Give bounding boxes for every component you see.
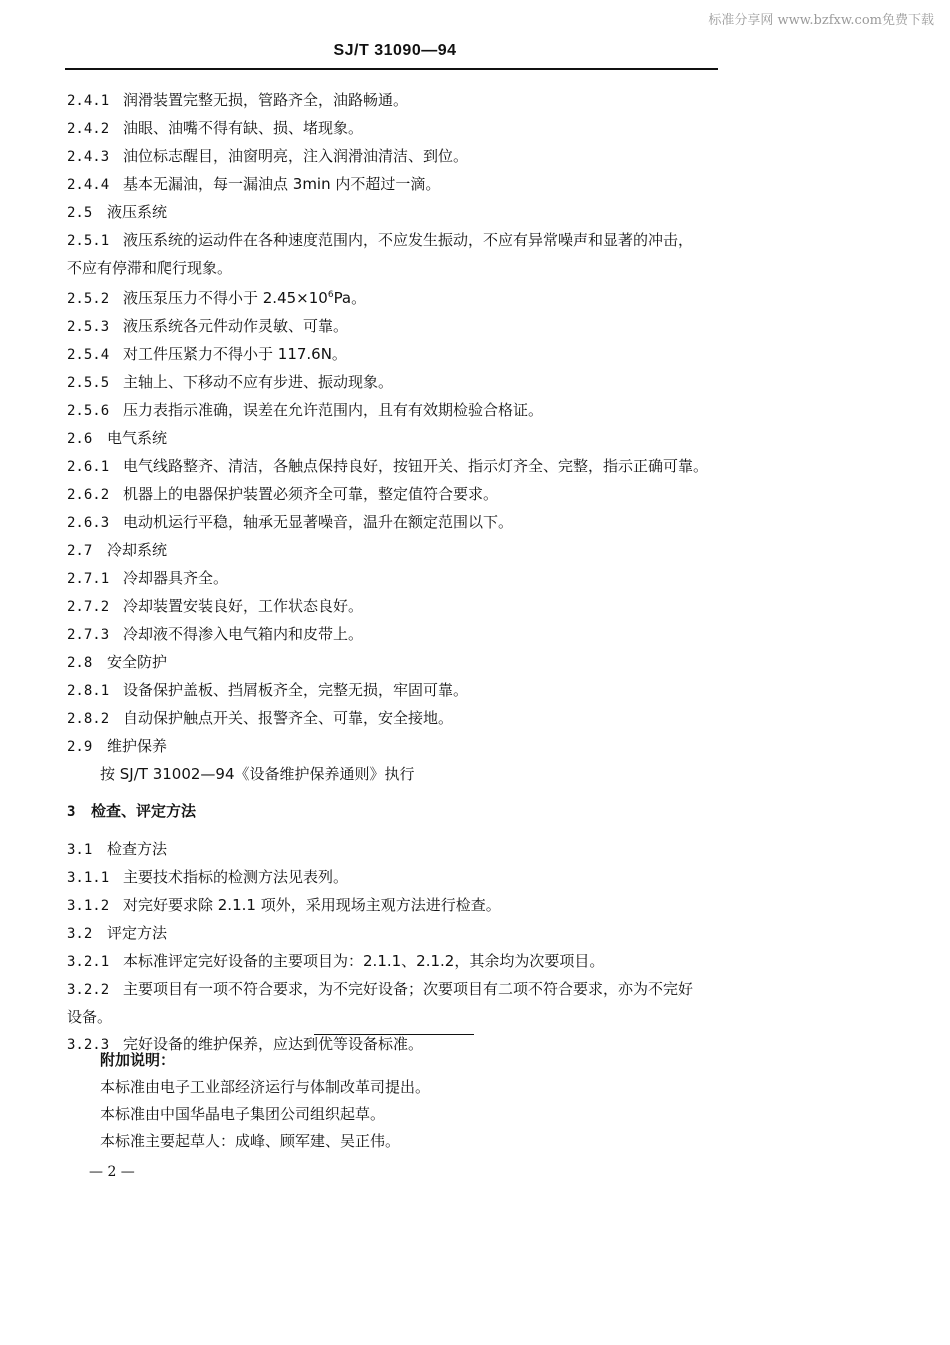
clause-text: 冷却器具齐全。: [123, 569, 229, 587]
section-title: 安全防护: [107, 653, 168, 671]
clause-number: 2.4.2: [67, 121, 110, 137]
section-heading: [67, 836, 722, 864]
clause-text: 设备保护盖板、挡屑板齐全，完整无损，牢固可靠。: [123, 681, 469, 699]
clause: [67, 976, 722, 1004]
clause-number: 3.2.2: [67, 982, 110, 998]
section-title: 检查方法: [107, 840, 168, 858]
clause-text: 主要技术指标的检测方法见表列。: [123, 868, 349, 886]
clause-number: 2.6.2: [67, 487, 110, 503]
chapter-number: 3: [67, 804, 76, 820]
section-heading: [67, 733, 722, 761]
section-heading: [67, 920, 722, 948]
clause: [67, 171, 722, 199]
clause-text: 冷却装置安装良好，工作状态良好。: [123, 597, 364, 615]
clause-text: 对工件压紧力不得小于 117.6N。: [123, 345, 347, 363]
clause-number: 2.5.4: [67, 347, 110, 363]
clause-number: 3.1.2: [67, 898, 110, 914]
clause-text: 主要项目有一项不符合要求，为不完好设备；次要项目有二项不符合要求，亦为不完好: [123, 980, 694, 998]
page-number: — 2 —: [89, 1164, 135, 1180]
clause-text: 液压系统各元件动作灵敏、可靠。: [123, 317, 349, 335]
standard-body: [67, 87, 722, 1059]
clause-number: 3.2.3: [67, 1037, 110, 1053]
appendix: [100, 1047, 430, 1155]
section-title: 维护保养: [107, 737, 168, 755]
clause-text: 主轴上、下移动不应有步进、振动现象。: [123, 373, 394, 391]
clause: [67, 948, 722, 976]
appendix-line: 本标准主要起草人：成峰、顾军建、吴正伟。: [100, 1132, 401, 1150]
clause-number: 2.4.4: [67, 177, 110, 193]
clause: [67, 397, 722, 425]
clause-text: 油位标志醒目，油窗明亮，注入润滑油清洁、到位。: [123, 147, 469, 165]
clause-number: 3.2.1: [67, 954, 110, 970]
clause-number: 2.8.1: [67, 683, 110, 699]
clause: [67, 453, 722, 481]
clause: [67, 369, 722, 397]
clause: [67, 87, 722, 115]
clause: [67, 705, 722, 733]
clause-text-unit: Pa。: [333, 289, 367, 307]
clause-number: 3.1.1: [67, 870, 110, 886]
clause: [67, 593, 722, 621]
clause: [67, 864, 722, 892]
section-number: 2.7: [67, 543, 93, 559]
section-title: 冷却系统: [107, 541, 168, 559]
clause-text: 液压系统的运动件在各种速度范围内，不应发生振动，不应有异常噪声和显著的冲击，: [123, 231, 694, 249]
clause: [67, 621, 722, 649]
clause-number: 2.4.3: [67, 149, 110, 165]
section-heading: [67, 537, 722, 565]
clause-text: 本标准评定完好设备的主要项目为：2.1.1、2.1.2，其余均为次要项目。: [123, 952, 605, 970]
appendix-line: 本标准由电子工业部经济运行与体制改革司提出。: [100, 1078, 431, 1096]
clause-number: 2.5.3: [67, 319, 110, 335]
clause: [67, 115, 722, 143]
clause-text: 液压泵压力不得小于 2.45×10: [123, 289, 328, 307]
section-number: 2.5: [67, 205, 93, 221]
clause: [67, 892, 722, 920]
section-number: 3.1: [67, 842, 93, 858]
chapter-title: 检查、评定方法: [91, 802, 197, 820]
section-title: 电气系统: [107, 429, 168, 447]
clause-text: 机器上的电器保护装置必须齐全可靠，整定值符合要求。: [123, 485, 499, 503]
clause-number: 2.6.3: [67, 515, 110, 531]
section-heading: [67, 649, 722, 677]
clause: [67, 143, 722, 171]
clause-number: 2.5.2: [67, 291, 110, 307]
page-header: SJ/T 31090—94: [333, 42, 457, 59]
section-title: 液压系统: [107, 203, 168, 221]
clause: [67, 341, 722, 369]
clause-continuation: 设备。: [67, 1008, 113, 1026]
clause-text: 完好设备的维护保养，应达到优等设备标准。: [123, 1035, 424, 1053]
clause-number: 2.6.1: [67, 459, 110, 475]
section-number: 2.9: [67, 739, 93, 755]
clause-number: 2.7.1: [67, 571, 110, 587]
section-heading: [67, 199, 722, 227]
clause-number: 2.5.6: [67, 403, 110, 419]
clause-text: 对完好要求除 2.1.1 项外，采用现场主观方法进行检查。: [123, 896, 501, 914]
exponent: 6: [327, 290, 334, 300]
clause: [67, 481, 722, 509]
maintenance-note: 按 SJ/T 31002—94《设备维护保养通则》执行: [100, 765, 415, 783]
clause: [67, 227, 722, 255]
header-rule: [65, 68, 718, 70]
clause-number: 2.7.2: [67, 599, 110, 615]
clause-text: 电气线路整齐、清洁，各触点保持良好，按钮开关、指示灯齐全、完整，指示正确可靠。: [123, 457, 709, 475]
clause-number: 2.7.3: [67, 627, 110, 643]
clause: [67, 313, 722, 341]
clause: [67, 565, 722, 593]
clause-number: 2.5.1: [67, 233, 110, 249]
clause-number: 2.5.5: [67, 375, 110, 391]
end-rule: [314, 1034, 474, 1035]
clause-text: 油眼、油嘴不得有缺、损、堵现象。: [123, 119, 364, 137]
clause: [67, 677, 722, 705]
chapter-heading: [67, 798, 722, 826]
clause: [67, 509, 722, 537]
clause-text: 润滑装置完整无损，管路齐全，油路畅通。: [123, 91, 409, 109]
section-number: 3.2: [67, 926, 93, 942]
clause-number: 2.4.1: [67, 93, 110, 109]
appendix-title: 附加说明：: [100, 1051, 176, 1069]
section-title: 评定方法: [107, 924, 168, 942]
clause-text: 冷却液不得渗入电气箱内和皮带上。: [123, 625, 364, 643]
watermark: 标准分享网 www.bzfxw.com免费下载: [708, 13, 934, 28]
clause-text: 基本无漏油，每一漏油点 3min 内不超过一滴。: [123, 175, 441, 193]
clause-continuation: 不应有停滞和爬行现象。: [67, 259, 233, 277]
clause-text: 电动机运行平稳，轴承无显著噪音，温升在额定范围以下。: [123, 513, 514, 531]
section-heading: [67, 425, 722, 453]
clause-number: 2.8.2: [67, 711, 110, 727]
clause-text: 自动保护触点开关、报警齐全、可靠，安全接地。: [123, 709, 454, 727]
section-number: 2.6: [67, 431, 93, 447]
clause: [67, 282, 722, 313]
appendix-line: 本标准由中国华晶电子集团公司组织起草。: [100, 1105, 386, 1123]
section-number: 2.8: [67, 655, 93, 671]
clause-text: 压力表指示准确，误差在允许范围内，且有有效期检验合格证。: [123, 401, 544, 419]
